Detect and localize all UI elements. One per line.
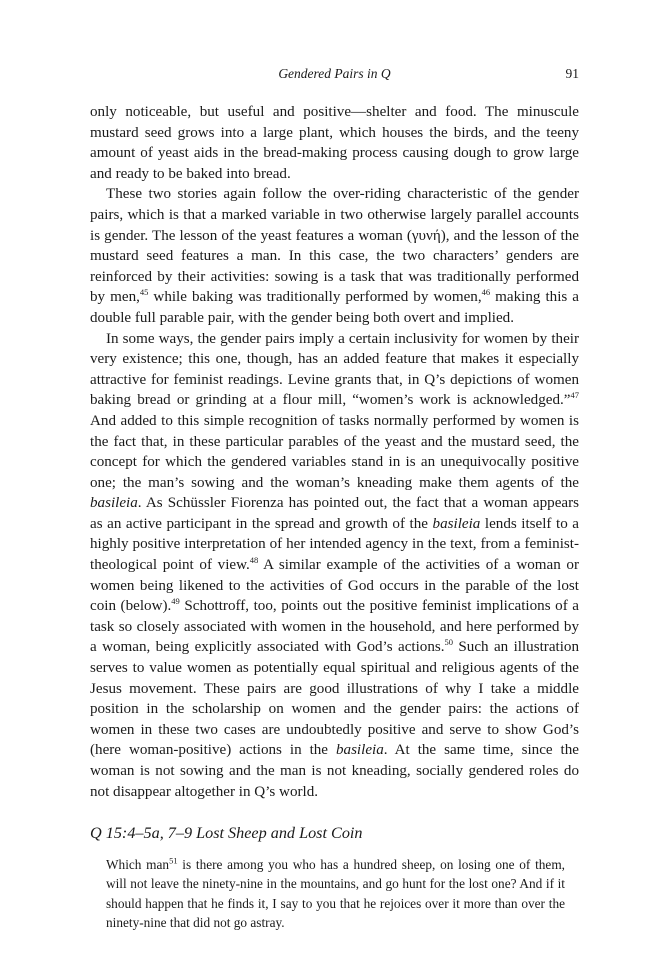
footnote-ref-51: 51 <box>169 855 178 866</box>
paragraph-3-text-b: And added to this simple recognition of tasks normally performed by women is the fact that, in these particular parables of the yeast and the mustard seed, the concept for which the gendered variables stand in is an unequivocally positive one; the man’s sowing and the woman’s kneading make them agents of the <box>90 412 579 491</box>
running-head <box>90 66 579 88</box>
paragraph-1-text: only noticeable, but useful and positive—shelter and food. The minuscule mustard seed grows into a large plant, which houses the birds, and the teeny amount of yeast aids in the bread-making process causing dough to grow large and ready to be baked into bread. <box>90 104 579 182</box>
paragraph-3-text-f: Schottroff, too, points out the positive feminist implications of a task so closely associated with women in the household, and here performed by a woman, being explicitly associated with God’s actions. <box>90 598 580 656</box>
paragraph-3-text-e: A similar example of the activities of a woman or women being likened to the activities of God occurs in the parable of the lost coin (below). <box>90 557 579 615</box>
term-basileia-3: basileia <box>335 742 384 759</box>
running-title: Gendered Pairs in Q <box>278 66 391 81</box>
paragraph-3-text-c: . As Schüssler Fiorenza has pointed out, the fact that a woman appears as an active participant in the spread and growth of the <box>90 495 579 532</box>
body-text <box>90 102 579 802</box>
footnote-ref-50: 50 <box>444 637 454 648</box>
footnote-ref-46: 46 <box>481 287 491 298</box>
quote-text-b: is there among you who has a hundred sheep, on losing one of them, will not leave the ninety-nine in the mountains, and go hunt for the lost one? And if it should happen that he finds it, I say to you that he rejoices over it more than over the ninety-nine that did not go astray. <box>106 857 565 930</box>
paragraph-2 <box>90 184 579 328</box>
page-number: 91 <box>565 66 579 81</box>
footnote-ref-45: 45 <box>139 287 149 298</box>
paragraph-1 <box>90 102 579 184</box>
paragraph-3-text-d: lends itself to a highly positive interpretation of her intended agency in the text, from a feminist-theological point of view. <box>90 515 579 574</box>
paragraph-3-text-a: In some ways, the gender pairs imply a certain inclusivity for women by their very existence; this one, though, has an added feature that makes it especially attractive for feminist readings. Levine grants that, in Q’s depictions of women baking bread or grinding at a flour mill, “women’s work is acknowledged.” <box>90 330 579 409</box>
footnote-ref-49: 49 <box>171 596 180 607</box>
term-basileia-1: basileia <box>90 495 138 512</box>
term-basileia-2: basileia <box>432 515 481 532</box>
paragraph-3 <box>90 329 579 803</box>
quote-text-a: Which man <box>106 857 170 873</box>
paragraph-2-text-a: These two stories again follow the over-riding characteristic of the gender pairs, which is that a marked variable in two otherwise largely parallel accounts is gender. The lesson of the yeast features a woman (γυνή), and the lesson of the mustard seed features a man. In this case, the two characters’ genders are reinforced by their activities: sowing is a task that was traditionally performed by men, <box>90 186 579 306</box>
footnote-ref-47: 47 <box>570 390 579 401</box>
section-heading: Q 15:4–5a, 7–9 Lost Sheep and Lost Coin <box>90 824 363 843</box>
paragraph-3-text-h: . At the same time, since the woman is not sowing and the man is not kneading, socially gendered roles do not disappear altogether in Q’s world. <box>90 742 579 800</box>
paragraph-2-text-c: making this a double full parable pair, with the gender being both overt and implied. <box>90 289 579 326</box>
book-page <box>90 66 579 932</box>
footnote-ref-48: 48 <box>249 555 259 566</box>
paragraph-3-text-g: Such an illustration serves to value women as potentially equal spiritual and religious agents of the Jesus movement. These pairs are good illustrations of why I take a middle position in the scholarship on women and the gender pairs: the actions of women in these two cases are undoubtedly positive and serve to show God’s (here woman-positive) actions in the <box>90 639 579 759</box>
block-quote <box>106 855 565 932</box>
paragraph-2-text-b: while baking was traditionally performed by women, <box>148 289 482 306</box>
